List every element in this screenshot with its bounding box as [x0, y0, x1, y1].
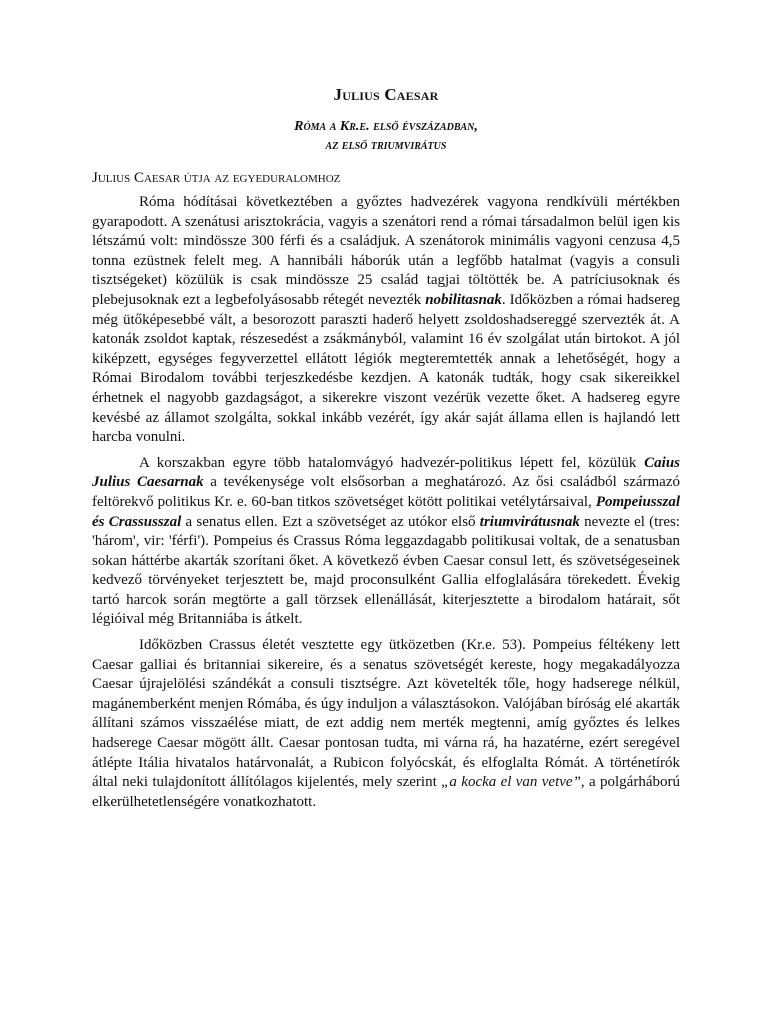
term-nobilitas: nobilitasnak: [425, 291, 502, 308]
subtitle-line-1: Róma a Kr.e. első évszázadban,: [294, 119, 478, 134]
paragraph-3-text-2: , a polgárháború elkerülhetetlenségére vonatkozhatott.: [92, 774, 680, 810]
term-triumvirate: triumvirátusnak: [479, 513, 580, 530]
paragraph-1-text-1: Róma hódításai következtében a győztes hadvezérek vagyona rendkívüli mértékben gyarapodott. A szenátusi arisztokrácia, vagyis a szenátori rend a római társadalmon belül igen kis létszámú volt: mindössze 300 férfi és a családjuk. A szenátorok minimális vagyoni cenzusa 4,5 tonna ezüstnek felelt meg. A hannibáli háborúk után a legfőbb hatalmat (vagyis a consuli tisztségeket) közülük is csak mindössze 25 család tagjai töltötték be. A patríciusoknak és plebejusoknak ezt a legbefolyásosabb rétegét nevezték: [92, 194, 680, 308]
paragraph-2: [92, 454, 680, 630]
term-pompeius-crassus: Pompeiusszal és Crassusszal: [92, 493, 680, 530]
paragraph-2-text-1: A korszakban egyre több hatalomvágyó hadvezér-politikus lépett fel, közülük: [139, 454, 645, 471]
document-title: Julius Caesar: [333, 85, 439, 104]
paragraph-2-text-4: nevezte el (tres: 'három', vir: 'férfi'). Pompeius és Crassus Róma leggazdagabb politikusai voltak, de a senatusban sokan háttérbe akarták szorítani őket. A következő évben Caesar consul lett, és szövetségeseinek kedvező törvényeket terjesztett be, majd proconsulként Gallia elfoglalására törekedett. Évekig tartó harcok során megtörte a gall törzsek ellenállását, kiterjesztette a birodalom határait, sőt légióival még Britanniába is átkelt.: [92, 513, 680, 628]
subtitle-line-2: az első triumvirátus: [325, 138, 447, 153]
paragraph-1: [92, 193, 680, 448]
paragraph-1-text-2: . Időközben a római hadsereg még ütőképesebbé vált, a besorozott paraszti haderő helyett zsoldoshadsereggé szervezték át. A katonák zsoldot kaptak, részesedést a zsákmányból, valamint 16 év szolgálat után birtokot. A jól kiképzett, egységes fegyverzettel ellátott légiók megteremtették annak a lehetőségét, hogy a Római Birodalom további terjeszkedésbe kezdjen. A katonák tudták, hogy csak sikereikkel érhetnek el nagyobb gazdagságot, a sikerekre viszont vezérük vezette őket. A hadsereg egyre kevésbé az államot szolgálta, sokkal inkább vezérét, így akár saját állama ellen is hajlandó lett harcba vonulni.: [92, 291, 681, 446]
paragraph-3: [92, 636, 680, 812]
term-caesar: Caius Julius Caesarnak: [92, 454, 680, 491]
paragraph-2-text-2: a tevékenysége volt elsősorban a meghatározó. Az ősi családból származó feltörekvő politikus Kr. e. 60-ban titkos szövetséget kötött politikai vetélytársaival,: [92, 474, 680, 510]
document-subtitle: [92, 117, 680, 155]
quote-alea-iacta-est: „a kocka el van vetve”: [441, 774, 581, 791]
paragraph-3-text-1: Időközben Crassus életét vesztette egy ütközetben (Kr.e. 53). Pompeius féltékeny lett Caesar galliai és britanniai sikereire, és a senatus szövetségét kereste, hogy megakadályozza Caesar újrajelölési szándékát a consuli tisztségre. Azt követelték tőle, hogy hadserege nélkül, magánemberként menjen Rómába, és úgy induljon a választásokon. Valójában bíróság elé akarták állítani számos visszaélése miatt, de ezt addig nem merték megtenni, amíg győztes és lelkes hadserege Caesar mögött állt. Caesar pontosan tudta, mi várna rá, ha hazatérne, ezért seregével átlépte Itália hivatalos határvonalát, a Rubicon folyócskát, és elfoglalta Rómát. A történetírók által neki tulajdonított állítólagos kijelentés, mely szerint: [92, 637, 680, 791]
section-heading: Julius Caesar útja az egyeduralomhoz: [92, 170, 341, 186]
paragraph-2-text-3: a senatus ellen. Ezt a szövetséget az utókor első: [181, 513, 480, 530]
